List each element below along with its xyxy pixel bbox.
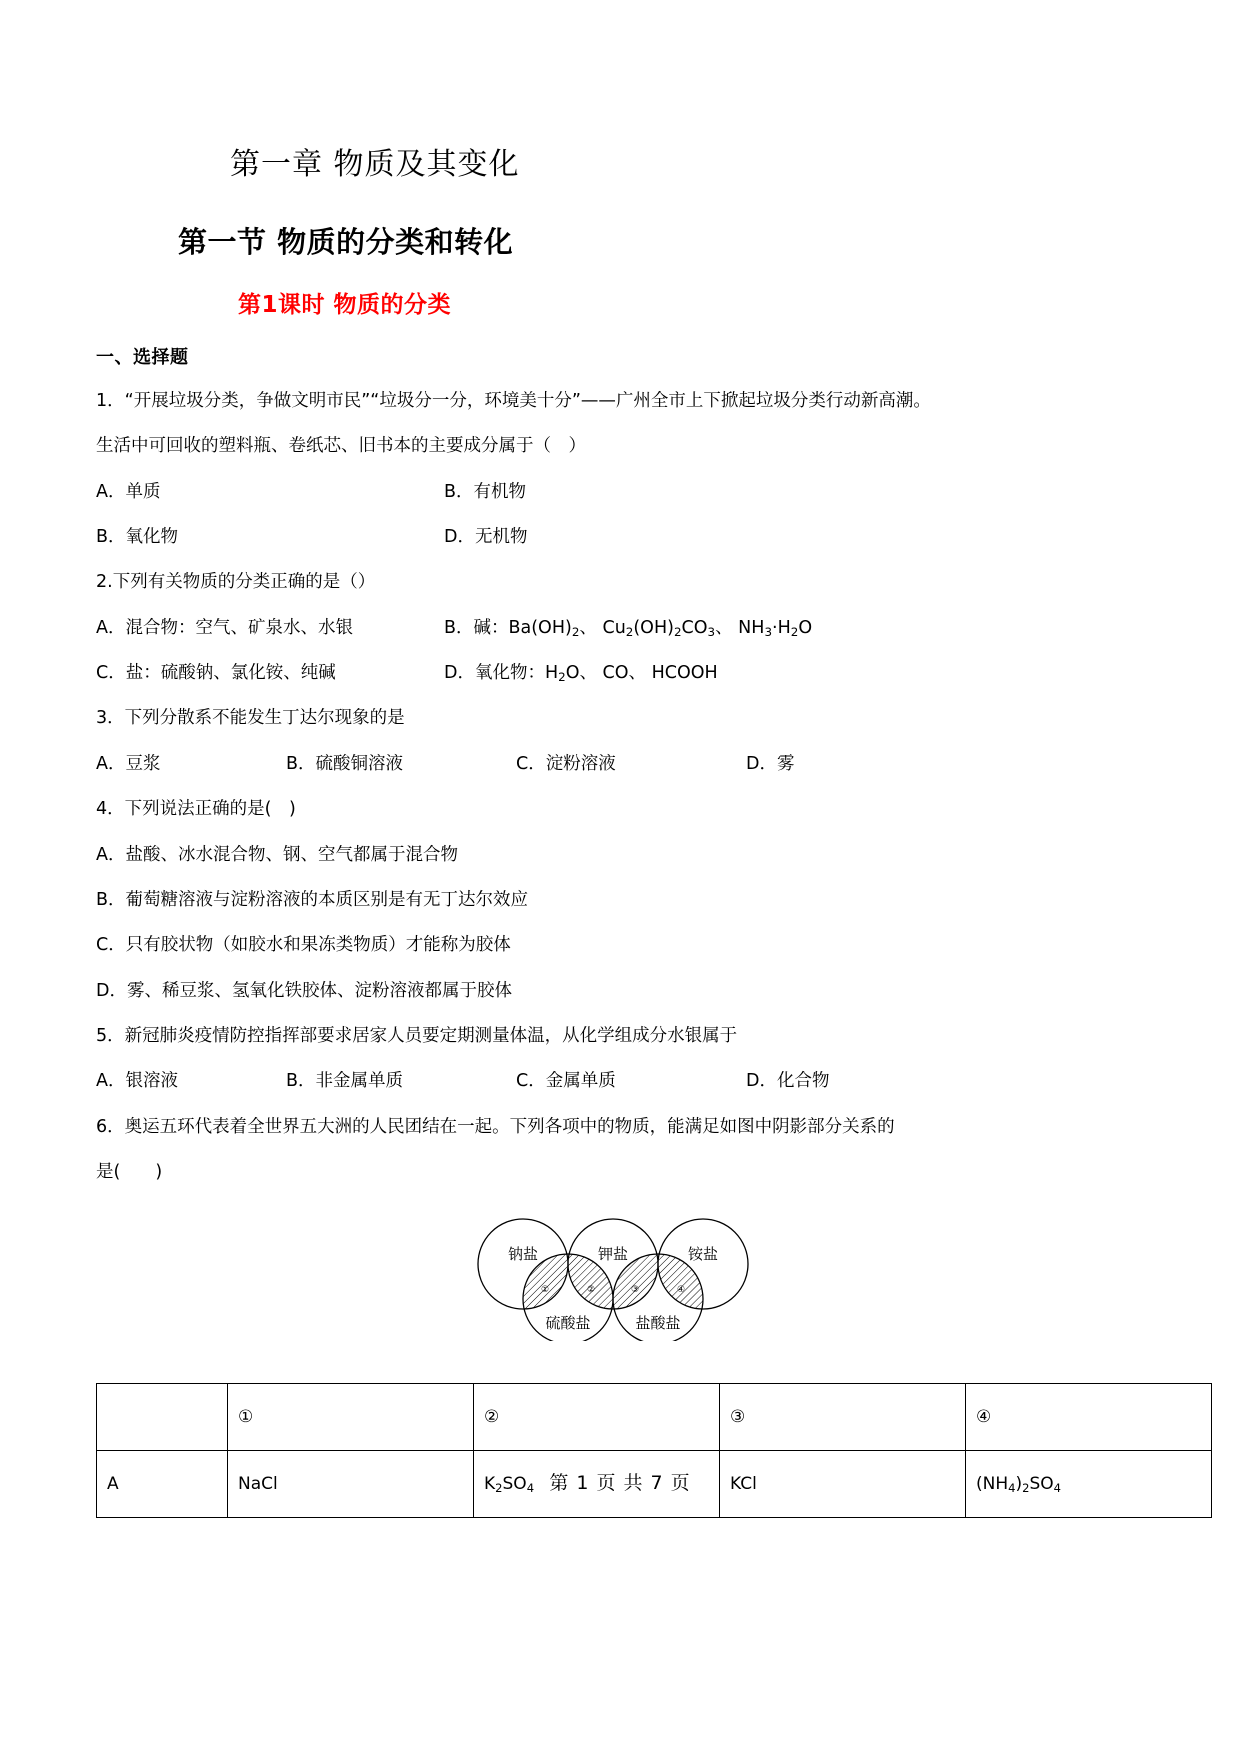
cell-a4-sub-3: 4 (1053, 1480, 1062, 1495)
table-cell-a-1: NaCl (228, 1450, 474, 1517)
question-2-option-c[interactable]: C．盐：硫酸钠、氯化铵、纯碱 (96, 663, 336, 684)
table-header-1: ① (228, 1383, 474, 1450)
table-header-blank (97, 1383, 228, 1450)
overlap-number-4: ④ (676, 1284, 686, 1295)
question-1-options-row-2 (96, 525, 1144, 550)
answer-options-table-wrap (96, 1383, 1144, 1518)
question-2-option-d[interactable] (444, 661, 718, 686)
ring-label-hydrochloride: 盐酸盐 (635, 1313, 681, 1332)
question-3-option-a[interactable]: A．豆浆 (96, 753, 161, 774)
q2-b-text-3: (OH) (633, 617, 674, 638)
cell-a2-text-2: SO (502, 1473, 527, 1494)
question-5-option-a[interactable]: A．银溶液 (96, 1071, 178, 1092)
question-5-option-d[interactable]: D．化合物 (746, 1071, 830, 1092)
cell-a2-text-1: K (484, 1473, 496, 1494)
question-6-stem-line-1: 6．奥运五环代表着全世界五大洲的人民团结在一起。下列各项中的物质，能满足如图中阴影部分关系的 (96, 1116, 895, 1137)
q2-b-text-4: CO (681, 617, 708, 638)
cell-a2-sub-1: 2 (495, 1480, 503, 1495)
question-3-option-b[interactable]: B．硫酸铜溶液 (286, 753, 404, 774)
question-4-option-d[interactable]: D．雾、稀豆浆、氢氧化铁胶体、淀粉溶液都属于胶体 (96, 980, 512, 1001)
question-5-options-row (96, 1069, 1144, 1094)
question-3-option-d[interactable]: D．雾 (746, 753, 795, 774)
question-1-stem-line-2: 生活中可回收的塑料瓶、卷纸芯、旧书本的主要成分属于（ ） (96, 436, 586, 457)
table-header-4: ④ (966, 1383, 1212, 1450)
q2-d-text-2: O、 CO、 HCOOH (565, 663, 718, 684)
question-4-option-c[interactable]: C．只有胶状物（如胶水和果冻类物质）才能称为胶体 (96, 935, 511, 956)
table-header-row (97, 1383, 1212, 1450)
overlap-number-2: ② (586, 1284, 596, 1295)
question-1-option-b[interactable]: B．氧化物 (96, 526, 179, 547)
question-2-option-b[interactable] (444, 616, 812, 641)
part-title: 一、选择题 (96, 346, 189, 368)
olympic-rings-figure (96, 1216, 1144, 1345)
overlap-number-3: ③ (630, 1284, 640, 1295)
table-header-2: ② (474, 1383, 720, 1450)
question-1-option-a[interactable]: A．单质 (96, 481, 161, 502)
q2-b-sub-1: 2 (571, 624, 580, 639)
q2-b-sub-5: 3 (764, 624, 773, 639)
question-6-stem-line-2: 是( ) (96, 1162, 163, 1183)
q2-b-sub-6: 2 (790, 624, 799, 639)
q2-b-text-7: O (798, 617, 813, 638)
chapter-title: 第一章 物质及其变化 (230, 147, 520, 182)
q2-b-text-2: 、 Cu (579, 617, 626, 638)
q2-d-text-1: D．氧化物：H (444, 663, 559, 684)
question-1-options-row-1 (96, 480, 1144, 505)
table-header-3: ③ (720, 1383, 966, 1450)
question-2-options-row-2 (96, 661, 1144, 686)
answer-options-table (96, 1383, 1212, 1518)
question-2-options-row-1 (96, 616, 1144, 641)
question-4-option-a[interactable]: A．盐酸、冰水混合物、钢、空气都属于混合物 (96, 844, 458, 865)
section-title: 第一节 物质的分类和转化 (178, 225, 514, 259)
question-2-stem: 2.下列有关物质的分类正确的是（） (96, 572, 376, 593)
cell-a4-text-1: (NH (976, 1473, 1009, 1494)
q2-b-sub-2: 2 (625, 624, 634, 639)
question-2-option-a[interactable]: A．混合物：空气、矿泉水、水银 (96, 617, 353, 638)
question-1-option-b-right[interactable]: B．有机物 (444, 481, 527, 502)
q2-d-sub-1: 2 (558, 670, 566, 685)
question-3-options-row (96, 752, 1144, 777)
cell-a4-text-2: ) (1015, 1473, 1023, 1494)
table-row-label-a: A (97, 1450, 228, 1517)
question-1-option-d[interactable]: D．无机物 (444, 526, 528, 547)
question-4-option-b[interactable]: B．葡萄糖溶液与淀粉溶液的本质区别是有无丁达尔效应 (96, 889, 529, 910)
question-5-stem: 5．新冠肺炎疫情防控指挥部要求居家人员要定期测量体温，从化学组成分水银属于 (96, 1026, 738, 1047)
page-footer (0, 1468, 1240, 1495)
cell-a2-sub-2: 4 (526, 1480, 535, 1495)
q2-b-text-6: ·H (772, 617, 791, 638)
olympic-rings-svg (455, 1216, 785, 1341)
page-content (96, 96, 1144, 1518)
ring-label-ammonium-salt: 铵盐 (687, 1244, 719, 1263)
question-3-option-c[interactable]: C．淀粉溶液 (516, 753, 616, 774)
question-5-option-c[interactable]: C．金属单质 (516, 1071, 616, 1092)
question-1-stem-line-1: 1．“开展垃圾分类，争做文明市民”“垃圾分一分，环境美十分”——广州全市上下掀起垃圾分类行动新高潮。 (96, 390, 931, 411)
q2-b-sub-3: 2 (673, 624, 682, 639)
lesson-title: 第1课时 物质的分类 (238, 291, 452, 318)
ring-label-potassium-salt: 钾盐 (597, 1244, 629, 1263)
question-5-option-b[interactable]: B．非金属单质 (286, 1071, 404, 1092)
ring-label-sodium-salt: 钠盐 (507, 1244, 539, 1263)
cell-a4-sub-1: 4 (1008, 1480, 1016, 1495)
q2-b-sub-4: 3 (707, 624, 716, 639)
cell-a4-text-3: SO (1029, 1473, 1054, 1494)
overlap-number-1: ① (540, 1284, 550, 1295)
table-cell-a-3: KCl (720, 1450, 966, 1517)
ring-label-sulfate: 硫酸盐 (545, 1313, 591, 1332)
cell-a4-sub-2: 2 (1022, 1480, 1030, 1495)
page-number-label: 第 1 页 共 7 页 (549, 1472, 691, 1494)
question-4-stem: 4．下列说法正确的是( ) (96, 799, 296, 820)
q2-b-text-5: 、 NH (715, 617, 765, 638)
question-3-stem: 3．下列分散系不能发生丁达尔现象的是 (96, 708, 405, 729)
q2-b-text-1: B．碱：Ba(OH) (444, 617, 572, 638)
